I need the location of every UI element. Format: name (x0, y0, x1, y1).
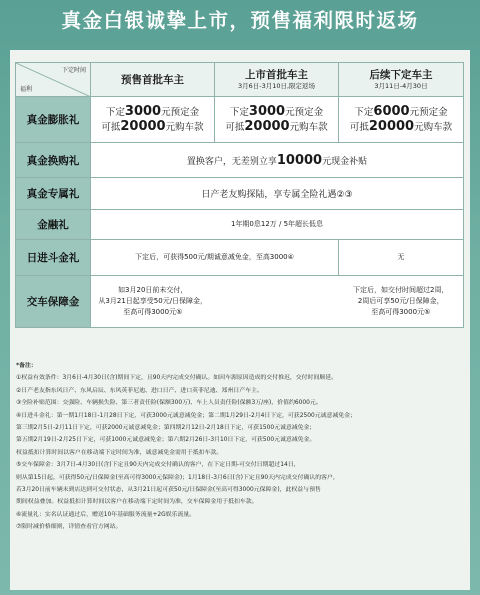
footnote-line: ①权益有效条件：3月6日-4月30日(含)期间下定，且90天内完成交付确认。如因车源原因造成的交付推迟，交付时间顺延。 (16, 375, 337, 382)
footnote-line: ②日产老友指东风日产、东风启辰、东风英菲尼迪、进口日产、进口英菲尼迪、郑州日产车主。 (16, 387, 263, 394)
footnote-line: 第三期2月5日-2月11日下定，可获2000元诚意减免金；第四期2月12日-2月18日下定，可获1500元诚意减免金； (16, 425, 316, 432)
footnote-line: ④日进斗金礼：第一期1月18日-1月28日下定，可获3000元诚意减免金；第二期1月29日-2月4日下定，可获2500元诚意减免金； (16, 412, 356, 419)
daily-cell: 下定后，可获得500元/期诚意减免金，至高3000④ (91, 240, 339, 276)
inflation-cell-presale: 下定3000元预定金 可抵20000元购车款 (91, 97, 215, 143)
offset-amount: 20000 (244, 118, 290, 134)
row-label: 日进斗金礼 (16, 240, 91, 276)
finance-cell: 1年期0息12万 / 5年超长低息 (91, 210, 464, 240)
footnotes (16, 360, 460, 534)
footnote-heading: *备注： (16, 363, 37, 369)
footnote-line: 若3月20日前车辆未到店达到可交付状态，从3月21日起可获50元/日保障金(至高可得3000元保障金)，此权益与预售 (16, 487, 321, 494)
deposit-amount: 3000 (124, 103, 162, 119)
trade-cell: 置换客户，无差别立享10000元现金补贴 (91, 143, 464, 178)
column-title: 上市首批车主 (245, 69, 308, 81)
row-label: 交车保障金 (16, 276, 91, 328)
column-header-launch (215, 63, 339, 97)
table-row-exclusive (16, 178, 464, 210)
footnote-line: 期间权益叠加。权益抵扣计算时间以客户在移动端下定时间为准，交车保障金用于抵扣车款。 (16, 499, 258, 506)
delivery-spacer-cell (215, 276, 339, 328)
corner-benefit-label: 福利 (20, 86, 33, 93)
inflation-cell-later: 下定6000元预定金 可抵20000元购车款 (339, 97, 464, 143)
subsidy-amount: 10000 (276, 152, 323, 168)
daily-none-cell: 无 (339, 240, 464, 276)
footnote-line: ⑥流量礼：实名认证通过后，赠送10年基础服务流量+2G娱乐流量。 (16, 511, 196, 518)
table-row-finance (16, 210, 464, 240)
delivery-cell-later: 下定后，如交付时间超过2周， 2周后可享50元/日保障金， 至高可得3000元⑤ (339, 276, 464, 328)
offset-amount: 20000 (120, 118, 166, 134)
table-row-inflation (16, 97, 464, 143)
footnote-line: 权益抵扣计算时间以客户在移动端下定时间为准，诚意减免金需用于抵扣车款。 (16, 449, 223, 456)
column-title: 预售首批车主 (121, 73, 184, 86)
table-corner-cell (16, 63, 91, 97)
benefits-table (15, 62, 464, 328)
row-label: 金融礼 (16, 210, 91, 240)
footnote-line: ⑤交车保障金：3月7日-4月30日(含)下定且90天内完成交付确认的客户，在下定日期-可交付日期超过14日， (16, 462, 300, 469)
table-row-delivery (16, 276, 464, 328)
deposit-amount: 3000 (248, 103, 286, 119)
footnote-line: ⑦限时减价格细则，详情查看官方网站。 (16, 524, 122, 531)
footnote-line: 第五期2月19日-2月25日下定，可获1000元诚意减免金；第六期2月26日-3月10日下定，可获500元诚意减免金。 (16, 437, 316, 444)
footnote-line: 则从第15日起，可获得50元/日保障金(至高可得3000元保障金)；1月18日-3月6日(含)下定且90天内完成交付确认的客户， (16, 474, 339, 481)
corner-time-label: 下定时间 (61, 67, 86, 74)
row-label: 真金膨胀礼 (16, 97, 91, 143)
column-header-later (339, 63, 464, 97)
row-label: 真金换购礼 (16, 143, 91, 178)
deposit-amount: 6000 (373, 103, 410, 119)
column-header-presale (91, 63, 215, 97)
inflation-cell-launch: 下定3000元预定金 可抵20000元购车款 (215, 97, 339, 143)
table-row-trade (16, 143, 464, 178)
footnote-line: ③全险补贴范围：交强险、车辆损失险、第三者责任险(保额300万)、车上人员责任险(保额3万/座)，价值约6000元。 (16, 400, 322, 407)
column-title: 后续下定车主 (369, 69, 433, 81)
offset-amount: 20000 (368, 118, 415, 134)
column-subtitle: 3月6日-3月10日,限定返场 (237, 82, 316, 90)
page-title: 真金白银诚挚上市，预售福利限时返场 (61, 9, 419, 32)
delivery-cell-presale: 如3月20日前未交付， 从3月21日起享受50元/日保障金， 至高可得3000元⑤ (91, 276, 215, 328)
column-subtitle: 3月11日-4月30日 (374, 82, 428, 90)
table-row-daily (16, 240, 464, 276)
row-label: 真金专属礼 (16, 178, 91, 210)
exclusive-cell: 日产老友购探陆，享专属全险礼遇②③ (91, 178, 464, 210)
